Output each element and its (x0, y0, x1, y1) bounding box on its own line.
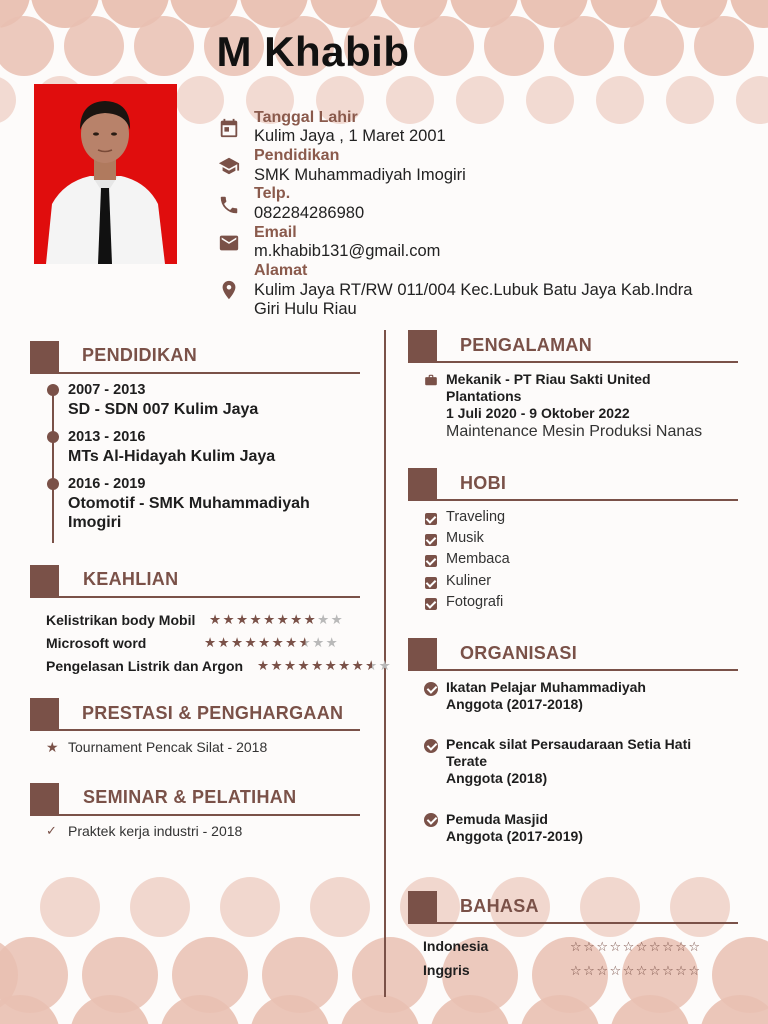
hobby-item: Fotografi (446, 594, 504, 610)
section-underline (30, 372, 360, 374)
education-school: MTs Al-Hidayah Kulim Jaya (68, 448, 276, 465)
briefcase-icon (424, 373, 438, 387)
section-underline (30, 729, 360, 731)
hobby-item: Kuliner (446, 573, 492, 589)
rating-star: ★ (330, 612, 345, 627)
skill-name: Microsoft word (46, 635, 147, 651)
bg-dot (220, 877, 280, 937)
checkbox-icon (425, 534, 437, 546)
rating-star: ☆ (609, 963, 623, 978)
bg-dot (456, 76, 504, 124)
rating-star: ★ (231, 635, 245, 650)
rating-star: ☆ (662, 939, 676, 954)
rating-star: ★ (263, 612, 277, 627)
language-rating (570, 963, 702, 979)
rating-star: ☆ (583, 963, 597, 978)
bg-dot (580, 877, 640, 937)
experience-description: Maintenance Mesin Produksi Nanas (446, 423, 703, 440)
language-name: Indonesia (423, 938, 489, 954)
education-years: 2013 - 2016 (68, 429, 146, 445)
organization-name: Terate (446, 753, 487, 769)
rating-star: ★ (249, 612, 264, 627)
rating-star: ★ (209, 612, 223, 627)
calendar-icon (218, 117, 240, 139)
rating-star: ★ (204, 635, 218, 650)
experience-role: Mekanik - PT Riau Sakti United (446, 371, 651, 387)
bg-dot (694, 16, 754, 76)
rating-star: ★ (284, 658, 298, 673)
timeline-dot (47, 478, 59, 490)
skill-rating (257, 658, 392, 674)
section-underline (408, 922, 738, 924)
rating-star: ☆ (609, 939, 623, 954)
bg-dot (700, 995, 768, 1024)
address-line-2: Giri Hulu Riau (254, 300, 357, 318)
bg-dot (624, 16, 684, 76)
rating-star: ★ (365, 658, 379, 673)
section-underline (408, 361, 738, 363)
skill-rating (209, 612, 344, 628)
skill-name: Pengelasan Listrik dan Argon (46, 658, 244, 674)
bg-dot (596, 76, 644, 124)
check-circle-icon (424, 813, 438, 827)
skill-name: Kelistrikan body Mobil (46, 612, 196, 628)
profile-photo (34, 84, 177, 264)
section-underline (30, 596, 360, 598)
award-item: Tournament Pencak Silat - 2018 (68, 739, 268, 755)
phone-icon (218, 194, 240, 216)
education-school: Imogiri (68, 514, 122, 531)
bg-dot (666, 76, 714, 124)
rating-star: ☆ (662, 963, 676, 978)
timeline-line (52, 388, 54, 543)
checkbox-icon (425, 555, 437, 567)
rating-star: ★ (311, 658, 325, 673)
hobby-item: Membaca (446, 551, 510, 567)
rating-star: ★ (236, 612, 250, 627)
rating-star: ★ (271, 635, 286, 650)
timeline-dot (47, 384, 59, 396)
rating-star: ★ (257, 658, 271, 673)
rating-star: ★ (244, 635, 259, 650)
checkmark-icon: ✓ (46, 823, 57, 838)
rating-star: ★ (338, 658, 352, 673)
seminar-item: Praktek kerja industri - 2018 (68, 823, 243, 839)
education-years: 2007 - 2013 (68, 382, 146, 398)
email-value: m.khabib131@gmail.com (254, 242, 441, 260)
hobby-section-title: HOBI (460, 473, 507, 493)
star-icon: ★ (46, 739, 59, 755)
rating-star: ☆ (596, 939, 610, 954)
awards-section-title: PRESTASI & PENGHARGAAN (82, 703, 344, 723)
rating-star: ☆ (648, 963, 663, 978)
education-label: Pendidikan (254, 147, 340, 164)
rating-star: ★ (324, 658, 339, 673)
rating-star: ☆ (622, 939, 636, 954)
seminar-section-title: SEMINAR & PELATIHAN (83, 787, 297, 807)
hobby-item: Traveling (446, 509, 506, 525)
address-line-1: Kulim Jaya RT/RW 011/004 Kec.Lubuk Batu Jaya Kab.Indra (254, 281, 693, 299)
experience-period: 1 Juli 2020 - 9 Oktober 2022 (446, 405, 630, 421)
language-name: Inggris (423, 962, 470, 978)
email-icon (218, 232, 240, 254)
location-pin-icon (218, 279, 240, 301)
check-circle-icon (424, 739, 438, 753)
section-marker (408, 468, 437, 501)
bg-dot (736, 76, 768, 124)
education-section-title: PENDIDIKAN (82, 345, 198, 365)
education-years: 2016 - 2019 (68, 476, 146, 492)
rating-star: ★ (290, 612, 304, 627)
education-school: SD - SDN 007 Kulim Jaya (68, 401, 259, 418)
section-marker (408, 638, 437, 671)
organization-name: Pemuda Masjid (446, 811, 548, 827)
skill-rating (204, 635, 339, 651)
section-underline (408, 669, 738, 671)
checkbox-icon (425, 598, 437, 610)
birth-label: Tanggal Lahir (254, 109, 358, 126)
rating-star: ☆ (688, 939, 702, 954)
rating-star: ☆ (635, 963, 649, 978)
person-name: M Khabib (216, 28, 410, 75)
phone-value: 082284286980 (254, 204, 365, 222)
hobby-item: Musik (446, 530, 484, 546)
organization-name: Pencak silat Persaudaraan Setia Hati (446, 736, 692, 752)
rating-star: ☆ (688, 963, 702, 978)
rating-star: ☆ (570, 963, 584, 978)
check-circle-icon (424, 682, 438, 696)
rating-star: ☆ (648, 939, 663, 954)
bg-dot (130, 877, 190, 937)
checkbox-icon (425, 577, 437, 589)
education-school: Otomotif - SMK Muhammadiyah (68, 495, 310, 512)
rating-star: ★ (351, 658, 366, 673)
bg-dot (176, 76, 224, 124)
rating-star: ★ (270, 658, 285, 673)
organization-name: Ikatan Pelajar Muhammadiyah (446, 679, 646, 695)
rating-star: ★ (222, 612, 237, 627)
bg-dot (526, 76, 574, 124)
organization-role: Anggota (2017-2019) (446, 828, 583, 844)
rating-star: ★ (378, 658, 393, 673)
organization-role: Anggota (2018) (446, 770, 548, 786)
language-section-title: BAHASA (460, 896, 539, 916)
rating-star: ☆ (570, 939, 584, 954)
rating-star: ★ (312, 635, 326, 650)
bg-dot (386, 76, 434, 124)
rating-star: ★ (217, 635, 232, 650)
section-marker (408, 891, 437, 924)
section-marker (30, 698, 59, 731)
phone-label: Telp. (254, 185, 291, 202)
organization-section-title: ORGANISASI (460, 643, 578, 663)
section-marker (30, 565, 59, 598)
address-label: Alamat (254, 262, 308, 279)
checkbox-icon (425, 513, 437, 525)
bg-dot (40, 877, 100, 937)
rating-star: ☆ (635, 939, 649, 954)
rating-star: ★ (317, 612, 331, 627)
rating-star: ★ (276, 612, 291, 627)
language-rating (570, 939, 702, 955)
birth-value: Kulim Jaya , 1 Maret 2001 (254, 127, 446, 145)
email-label: Email (254, 224, 297, 241)
rating-star: ★ (298, 635, 313, 650)
bg-dot (310, 877, 370, 937)
section-underline (408, 499, 738, 501)
rating-star: ★ (303, 612, 318, 627)
graduation-cap-icon (218, 155, 240, 177)
rating-star: ★ (285, 635, 299, 650)
rating-star: ★ (325, 635, 340, 650)
rating-star: ☆ (675, 939, 689, 954)
experience-role: Plantations (446, 388, 522, 404)
skills-section-title: KEAHLIAN (83, 569, 179, 589)
bg-dot (670, 877, 730, 937)
rating-star: ★ (258, 635, 272, 650)
experience-section-title: PENGALAMAN (460, 335, 592, 355)
section-underline (30, 814, 360, 816)
rating-star: ☆ (675, 963, 689, 978)
bg-dot (0, 76, 16, 124)
rating-star: ★ (297, 658, 312, 673)
section-marker (30, 341, 59, 374)
education-value: SMK Muhammadiyah Imogiri (254, 166, 466, 184)
section-marker (408, 330, 437, 363)
section-marker (30, 783, 59, 816)
rating-star: ☆ (583, 939, 597, 954)
timeline-dot (47, 431, 59, 443)
rating-star: ☆ (596, 963, 610, 978)
rating-star: ☆ (622, 963, 636, 978)
organization-role: Anggota (2017-2018) (446, 696, 583, 712)
